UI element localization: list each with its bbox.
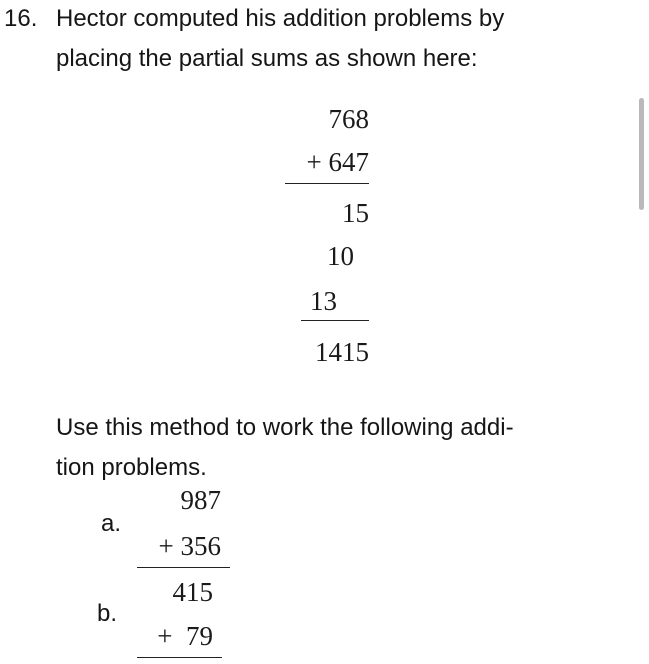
example-partial-3: 13: [310, 286, 337, 316]
exercise-addend-1: 987: [180, 485, 221, 515]
example-partial-1: 15: [342, 198, 369, 228]
exercise-addend-1: 415: [172, 577, 213, 607]
scrollbar[interactable]: [639, 98, 644, 210]
intro-line-2: placing the partial sums as shown here:: [56, 45, 478, 72]
intro-line-1: Hector computed his addition problems by: [56, 5, 505, 32]
exercise-addend-2: + 356: [158, 531, 221, 561]
example-addend-1: 768: [328, 104, 369, 134]
example-sum: 1415: [315, 337, 369, 367]
exercise-rule: [137, 657, 222, 658]
exercise-label: b.: [97, 600, 118, 627]
exercise-rule: [137, 567, 230, 568]
example-addend-2: + 647: [306, 147, 369, 177]
exercise-label: a.: [101, 510, 122, 537]
example-rule-bottom: [301, 320, 369, 321]
example-partial-2: 10: [327, 241, 354, 271]
instructions-line-2: tion problems.: [56, 454, 207, 481]
problem-number: 16.: [4, 5, 38, 32]
instructions-line-1: Use this method to work the following addi-: [56, 414, 514, 441]
exercise-addend-2: + 79: [157, 621, 213, 651]
example-rule-top: [285, 183, 369, 184]
